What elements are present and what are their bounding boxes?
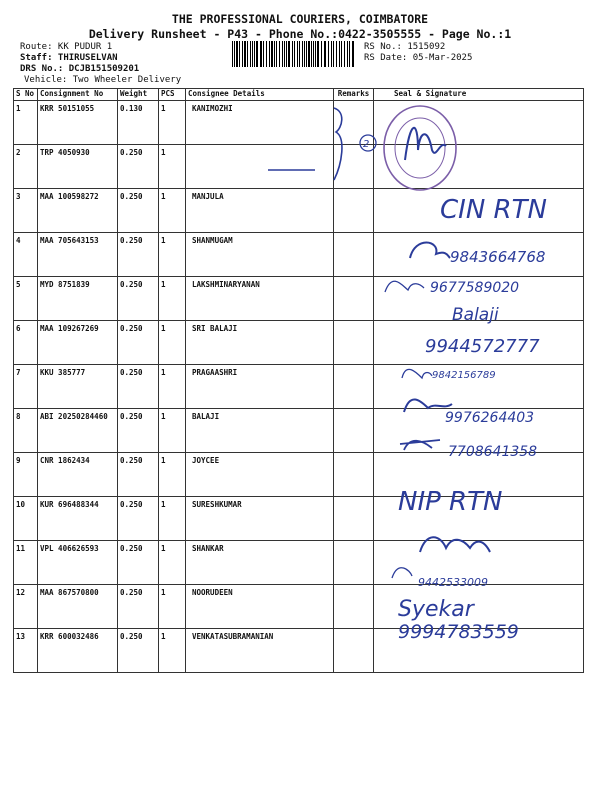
cell-signature	[374, 409, 584, 453]
cell-consignee: JOYCEE	[186, 453, 334, 497]
barcode-bar	[294, 41, 295, 67]
barcode-bar	[244, 41, 246, 67]
cell-consignment: MYD 8751839	[38, 277, 118, 321]
cell-weight: 0.250	[118, 277, 159, 321]
phone-row5: 9677589020	[430, 280, 520, 296]
phone-row8: 9976264403	[445, 410, 535, 426]
cell-pcs: 1	[159, 409, 186, 453]
col-consignment: Consignment No	[38, 89, 118, 101]
barcode-bar	[234, 41, 235, 67]
cell-signature	[374, 145, 584, 189]
barcode-bar	[333, 41, 334, 67]
barcode-bar	[344, 41, 345, 67]
table-row	[14, 409, 584, 453]
cell-sno: 1	[14, 101, 38, 145]
barcode-bar	[256, 41, 258, 67]
cell-sno: 6	[14, 321, 38, 365]
cell-consignment: KRR 50151055	[38, 101, 118, 145]
staff-label: Staff: THIRUSELVAN	[20, 53, 118, 63]
phone-row4: 9843664768	[450, 248, 546, 266]
phone-row6: 9944572777	[425, 336, 540, 357]
barcode-bar	[254, 41, 255, 67]
name-row6: Balaji	[452, 305, 499, 325]
cell-remarks	[334, 497, 374, 541]
col-remarks: Remarks	[334, 89, 374, 101]
cell-weight: 0.250	[118, 585, 159, 629]
runsheet-table	[13, 88, 584, 673]
barcode-bar	[321, 41, 322, 67]
barcode-bar	[328, 41, 329, 67]
cell-signature	[374, 321, 584, 365]
cell-sno: 9	[14, 453, 38, 497]
phone-row12: 9442533009	[418, 576, 488, 589]
barcode-bar	[292, 41, 293, 67]
barcode-bar	[266, 41, 267, 67]
cell-sno: 5	[14, 277, 38, 321]
cell-remarks	[334, 585, 374, 629]
cell-pcs: 1	[159, 497, 186, 541]
cell-signature	[374, 497, 584, 541]
cell-signature	[374, 101, 584, 145]
barcode-bar	[263, 41, 264, 67]
col-weight: Weight	[118, 89, 159, 101]
cell-sno: 8	[14, 409, 38, 453]
barcode-bar	[276, 41, 277, 67]
table-row	[14, 189, 584, 233]
cell-signature	[374, 453, 584, 497]
barcode-bar	[317, 41, 319, 67]
cell-consignee: VENKATASUBRAMANIAN	[186, 629, 334, 673]
cell-remarks	[334, 541, 374, 585]
cell-consignment: MAA 100598272	[38, 189, 118, 233]
cell-consignment: MAA 867570800	[38, 585, 118, 629]
barcode-bar	[299, 41, 300, 67]
table-row	[14, 321, 584, 365]
cell-remarks	[334, 277, 374, 321]
cell-sno: 13	[14, 629, 38, 673]
cell-remarks	[334, 189, 374, 233]
cell-weight: 0.250	[118, 497, 159, 541]
barcode-bar	[339, 41, 340, 67]
barcode-bar	[315, 41, 316, 67]
cell-signature	[374, 585, 584, 629]
col-pcs: PCS	[159, 89, 186, 101]
cell-signature	[374, 365, 584, 409]
nip-rtn-note: NIP RTN	[398, 487, 503, 517]
cell-weight: 0.130	[118, 101, 159, 145]
barcode-bar	[341, 41, 342, 67]
rs-date: RS Date: 05-Mar-2025	[364, 53, 473, 63]
cell-pcs: 1	[159, 101, 186, 145]
cell-pcs: 1	[159, 189, 186, 233]
cell-consignee: SHANMUGAM	[186, 233, 334, 277]
barcode-bar	[250, 41, 251, 67]
cell-consignee: SRI BALAJI	[186, 321, 334, 365]
cell-sno: 2	[14, 145, 38, 189]
name-row13: Syekar	[398, 597, 474, 622]
cell-pcs: 1	[159, 629, 186, 673]
table-row	[14, 629, 584, 673]
remark-row2: 2	[363, 139, 370, 150]
barcode-bar	[247, 41, 248, 67]
cell-weight: 0.250	[118, 629, 159, 673]
cell-signature	[374, 277, 584, 321]
barcode-bar	[304, 41, 305, 67]
cell-consignment: CNR 1862434	[38, 453, 118, 497]
cell-sno: 10	[14, 497, 38, 541]
route-label: Route: KK PUDUR 1	[20, 42, 113, 52]
barcode-bar	[308, 41, 310, 67]
cell-pcs: 1	[159, 541, 186, 585]
cell-sno: 4	[14, 233, 38, 277]
cell-consignment: MAA 109267269	[38, 321, 118, 365]
vehicle-label: Vehicle: Two Wheeler Delivery	[24, 75, 182, 85]
barcode-bar	[311, 41, 312, 67]
cell-pcs: 1	[159, 277, 186, 321]
rs-number: RS No.: 1515092	[364, 42, 446, 52]
barcode-bar	[306, 41, 307, 67]
cell-remarks	[334, 233, 374, 277]
cell-consignee: SHANKAR	[186, 541, 334, 585]
cell-consignment: ABI 20250284460	[38, 409, 118, 453]
cell-signature	[374, 541, 584, 585]
table-row	[14, 365, 584, 409]
cell-sno: 11	[14, 541, 38, 585]
cell-sno: 7	[14, 365, 38, 409]
col-consignee: Consignee Details	[186, 89, 334, 101]
cell-weight: 0.250	[118, 321, 159, 365]
barcode-bar	[269, 41, 270, 67]
barcode-bar	[302, 41, 303, 67]
cell-consignee: KANIMOZHI	[186, 101, 334, 145]
table-row	[14, 497, 584, 541]
cell-remarks	[334, 321, 374, 365]
barcode-bar	[236, 41, 238, 67]
barcode-bar	[288, 41, 290, 67]
col-signature: Seal & Signature	[374, 89, 584, 101]
phone-row7: 9842156789	[432, 370, 496, 381]
cell-weight: 0.250	[118, 233, 159, 277]
table-header-row	[14, 89, 584, 101]
barcode-bar	[274, 41, 275, 67]
barcode-bar	[260, 41, 262, 67]
cell-consignment: TRP 4050930	[38, 145, 118, 189]
cell-consignee: PRAGAASHRI	[186, 365, 334, 409]
barcode-bar	[313, 41, 314, 67]
cin-rtn-note: CIN RTN	[440, 195, 547, 225]
cell-consignment: KUR 696488344	[38, 497, 118, 541]
table-row	[14, 233, 584, 277]
cell-consignee: BALAJI	[186, 409, 334, 453]
cell-consignee: NOORUDEEN	[186, 585, 334, 629]
cell-consignment: KRR 600032486	[38, 629, 118, 673]
cell-weight: 0.250	[118, 541, 159, 585]
barcode-bar	[286, 41, 287, 67]
cell-weight: 0.250	[118, 365, 159, 409]
col-sno: S No	[14, 89, 38, 101]
cell-consignment: MAA 705643153	[38, 233, 118, 277]
barcode-bar	[349, 41, 350, 67]
barcode-bar	[331, 41, 332, 67]
barcode-bar	[252, 41, 253, 67]
cell-sno: 12	[14, 585, 38, 629]
barcode-bar	[352, 41, 354, 67]
table-row	[14, 453, 584, 497]
barcode-bar	[324, 41, 326, 67]
barcode-bar	[347, 41, 348, 67]
cell-signature	[374, 629, 584, 673]
barcode-bar	[271, 41, 273, 67]
cell-remarks	[334, 409, 374, 453]
cell-consignee	[186, 145, 334, 189]
phone-row13: 9994783559	[398, 621, 519, 643]
cell-pcs: 1	[159, 453, 186, 497]
cell-consignee: SURESHKUMAR	[186, 497, 334, 541]
cell-pcs: 1	[159, 321, 186, 365]
cell-weight: 0.250	[118, 409, 159, 453]
cell-consignee: LAKSHMINARYANAN	[186, 277, 334, 321]
table-row	[14, 585, 584, 629]
cell-remarks	[334, 453, 374, 497]
runsheet-subtitle: Delivery Runsheet - P43 - Phone No.:0422-3505555 - Page No.:1	[88, 27, 512, 41]
drs-label: DRS No.: DCJB151509201	[20, 64, 140, 74]
cell-signature	[374, 189, 584, 233]
barcode-bar	[297, 41, 298, 67]
barcode-bar	[239, 41, 240, 67]
cell-remarks	[334, 365, 374, 409]
table-row	[14, 277, 584, 321]
cell-weight: 0.250	[118, 145, 159, 189]
phone-row9: 7708641358	[448, 444, 538, 460]
barcode-bar	[284, 41, 285, 67]
cell-remarks	[334, 101, 374, 145]
barcode-bar	[242, 41, 243, 67]
cell-consignee: MANJULA	[186, 189, 334, 233]
cell-remarks	[334, 145, 374, 189]
cell-pcs: 1	[159, 233, 186, 277]
barcode-bar	[232, 41, 233, 67]
barcode-bar	[279, 41, 280, 67]
cell-sno: 3	[14, 189, 38, 233]
cell-consignment: VPL 406626593	[38, 541, 118, 585]
company-title: THE PROFESSIONAL COURIERS, COIMBATORE	[171, 12, 429, 26]
cell-weight: 0.250	[118, 453, 159, 497]
cell-signature	[374, 233, 584, 277]
cell-pcs: 1	[159, 585, 186, 629]
cell-pcs: 1	[159, 365, 186, 409]
table-row	[14, 101, 584, 145]
barcode-bar	[282, 41, 283, 67]
cell-weight: 0.250	[118, 189, 159, 233]
barcode-bar	[336, 41, 337, 67]
cell-remarks	[334, 629, 374, 673]
barcode-icon	[232, 41, 356, 67]
table-row	[14, 145, 584, 189]
table-row	[14, 541, 584, 585]
cell-consignment: KKU 385777	[38, 365, 118, 409]
cell-pcs: 1	[159, 145, 186, 189]
